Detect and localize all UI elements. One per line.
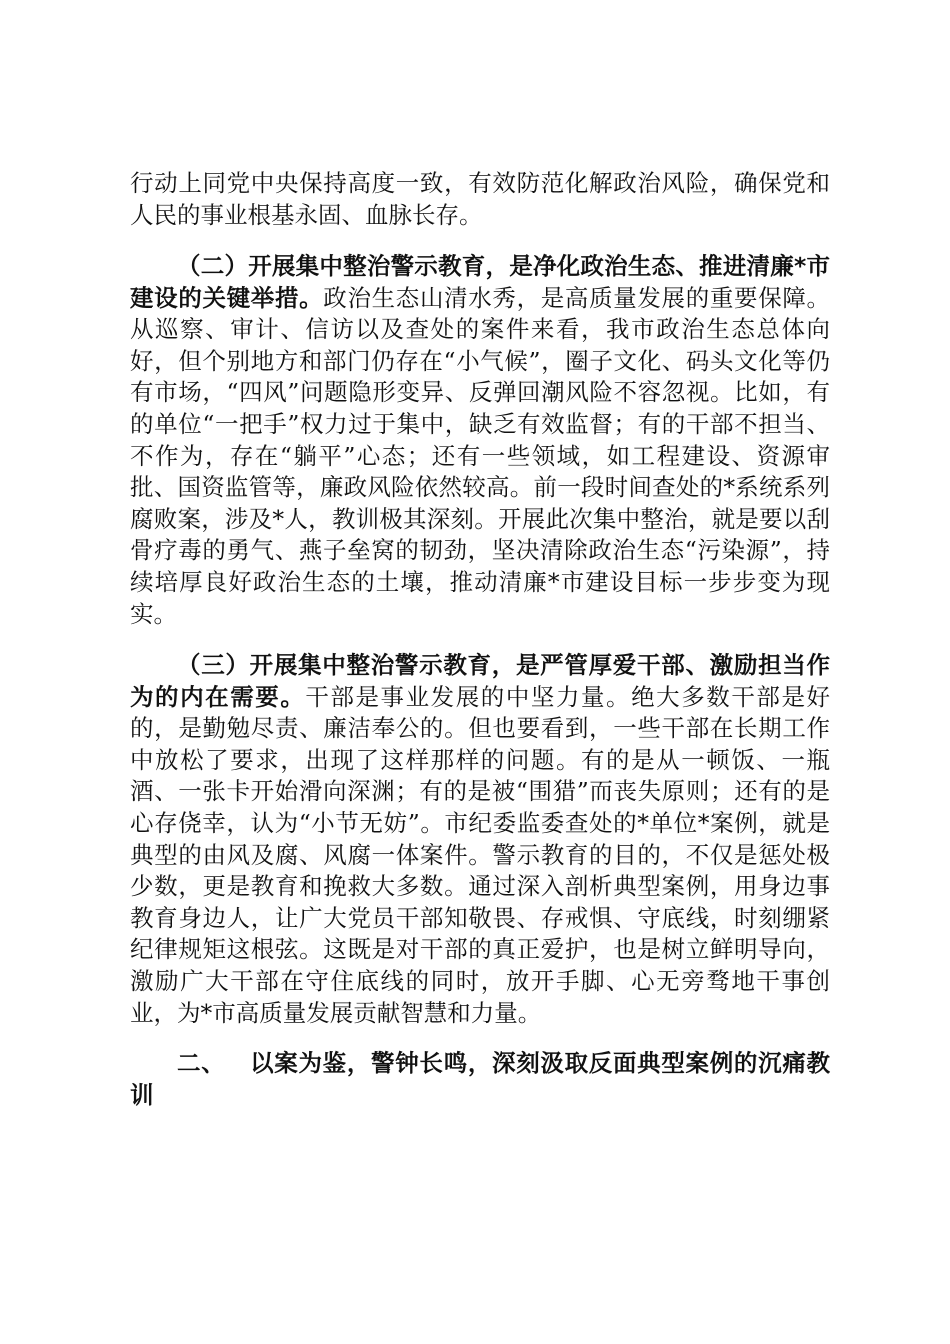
body-paragraph-political-ecology	[130, 251, 830, 630]
paragraph-body-text: 干部是事业发展的中坚力量。绝大多数干部是好的，是勤勉尽责、廉洁奉公的。但也要看到，一些干部在长期工作中放松了要求，出现了这样那样的问题。有的是从一顿饭、一瓶酒、一张卡开始滑向深渊；有的是被“围猎”而丧失原则；还有的是心存侥幸，认为“小节无妨”。市纪委监委查处的*单位*案例，就是典型的由风及腐、风腐一体案件。警示教育的目的，不仅是惩处极少数，更是教育和挽救大多数。通过深入剖析典型案例，用身边事教育身边人，让广大党员干部知敬畏、存戒惧、守底线，时刻绷紧纪律规矩这根弦。这既是对干部的真正爱护，也是树立鲜明导向，激励广大干部在守住底线的同时，放开手脚、心无旁骛地干事创业，为*市高质量发展贡献智慧和力量。	[130, 682, 831, 1027]
body-paragraph-cadre-management	[130, 650, 830, 1029]
paragraph-lead-sentence: （三）开展集中整治警示教育，是严管厚爱干部、激励担当作为的内在需要。	[130, 651, 830, 711]
paragraph-body-text: 政治生态山清水秀，是高质量发展的重要保障。从巡察、审计、信访以及查处的案件来看，我市政治生态总体向好，但个别地方和部门仍存在“小气候”，圈子文化、码头文化等仍有市场，“四风”问题隐形变异、反弹回潮风险不容忽视。比如，有的单位“一把手”权力过于集中，缺乏有效监督；有的干部不担当、不作为，存在“躺平”心态；还有一些领域，如工程建设、资源审批、国资监管等，廉政风险依然较高。前一段时间查处的*系统系列腐败案，涉及*人，教训极其深刻。开展此次集中整治，就是要以刮骨疗毒的勇气、燕子垒窝的韧劲，坚决清除政治生态“污染源”，持续培厚良好政治生态的土壤，推动清廉*市建设目标一步步变为现实。	[130, 283, 831, 628]
paragraph-lead-sentence: （二）开展集中整治警示教育，是净化政治生态、推进清廉*市建设的关键举措。	[130, 252, 830, 312]
body-paragraph-continued: 行动上同党中央保持高度一致，有效防范化解政治风险，确保党和人民的事业根基永固、血脉长存。	[130, 169, 830, 229]
section-heading-title: 以案为鉴，警钟长鸣，深刻汲取反面典型案例的沉痛教训	[130, 1049, 831, 1109]
section-heading-number: 二、	[177, 1049, 226, 1077]
section-heading	[130, 1048, 830, 1111]
